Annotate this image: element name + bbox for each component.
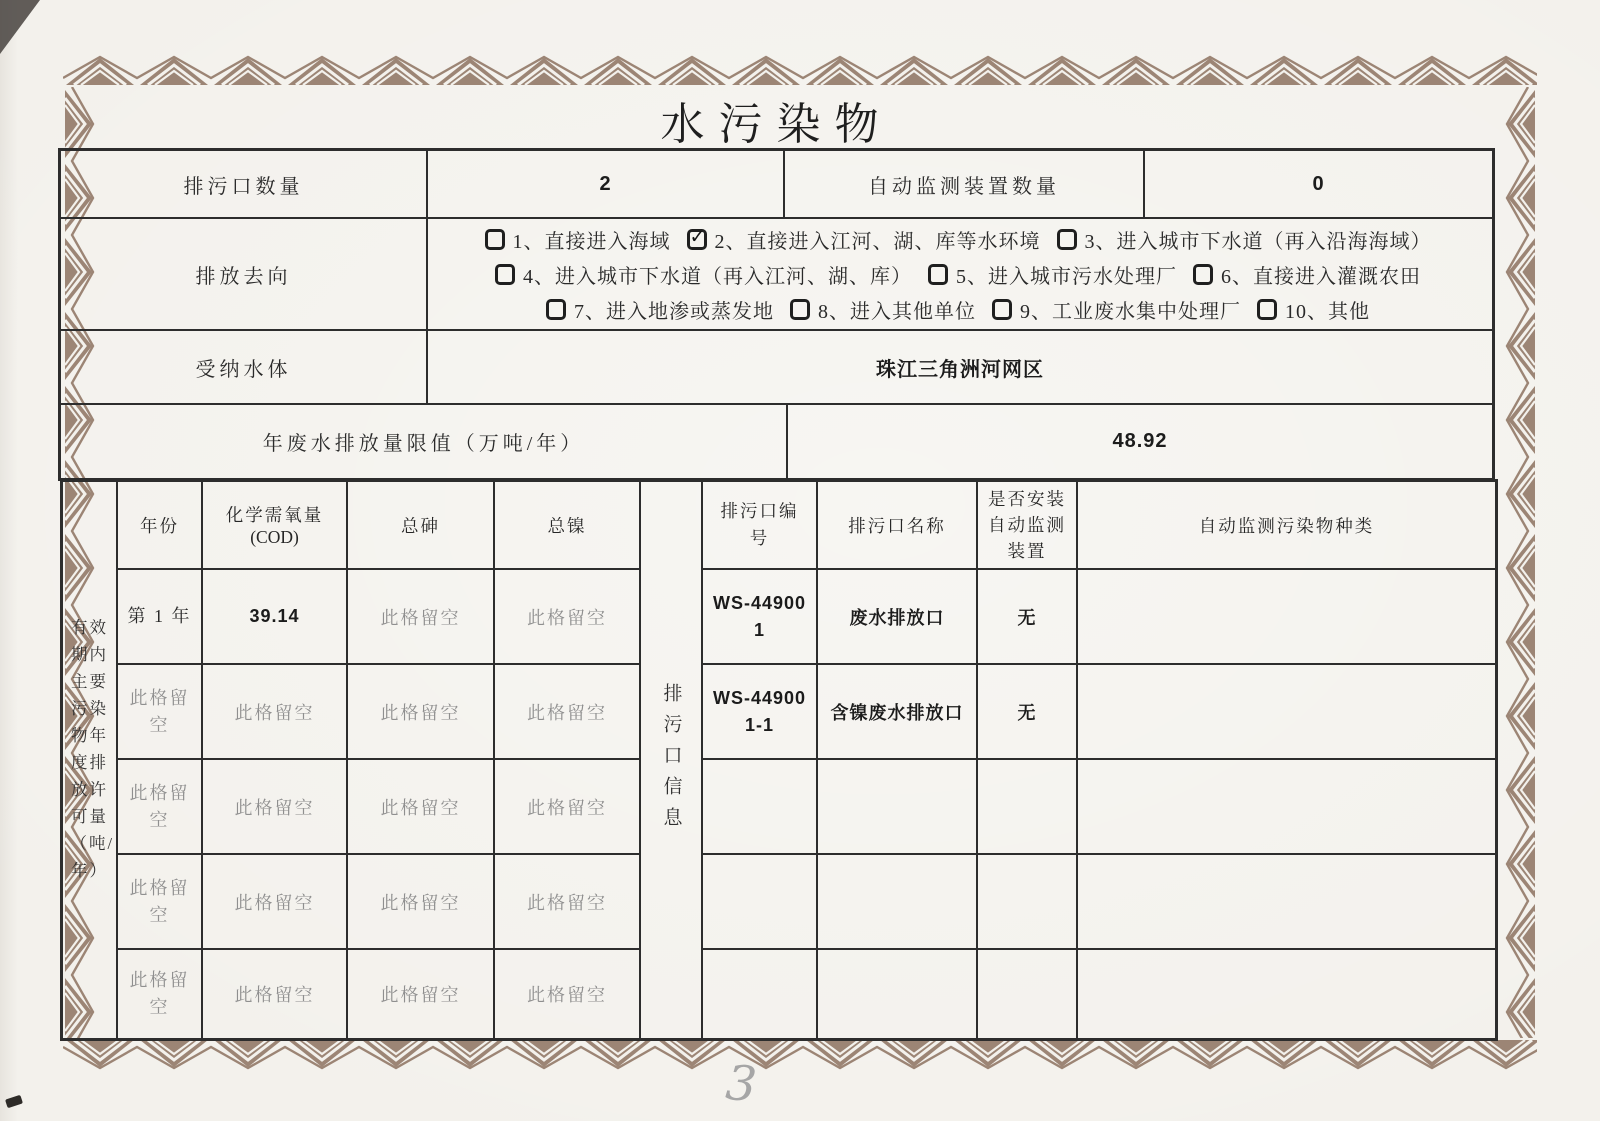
checkbox-icon[interactable] xyxy=(485,229,505,250)
outlet-name-cell xyxy=(818,760,978,855)
checkbox-icon[interactable] xyxy=(928,264,948,285)
outlet-count-row xyxy=(61,151,1492,219)
outlet-code-cell xyxy=(703,855,818,950)
discharge-option-3 xyxy=(1057,225,1432,254)
auto-monitor-cell: 无 xyxy=(978,570,1078,665)
receiving-water-value: 珠江三角洲河网区 xyxy=(876,358,1044,381)
checkbox-icon[interactable] xyxy=(1057,229,1077,250)
nickel-cell: 此格留空 xyxy=(495,570,641,665)
discharge-destination-label: 排放去向 xyxy=(61,219,428,329)
discharge-option-7 xyxy=(546,295,774,324)
arsenic-cell: 此格留空 xyxy=(348,570,495,665)
year-cell: 此格留空 xyxy=(118,760,203,855)
option-line-1 xyxy=(485,222,1448,257)
checkbox-icon[interactable] xyxy=(495,264,515,285)
scan-artifact-mark xyxy=(5,1095,23,1109)
outlet-name-cell xyxy=(818,855,978,950)
checkbox-checked-icon[interactable]: ✓ xyxy=(687,229,707,250)
handwritten-page-number: 3 xyxy=(723,1054,759,1114)
border-ornament-top xyxy=(63,55,1537,87)
auto-monitor-count-value: 0 xyxy=(1312,172,1325,195)
col-header-auto-monitor: 是否安装自动监测装置 xyxy=(978,482,1078,570)
cod-cell: 此格留空 xyxy=(203,950,348,1038)
auto-monitor-cell xyxy=(978,760,1078,855)
arsenic-cell: 此格留空 xyxy=(348,665,495,760)
col-header-outlet-name: 排污口名称 xyxy=(818,482,978,570)
summary-table xyxy=(58,148,1495,481)
auto-monitor-cell xyxy=(978,855,1078,950)
discharge-destination-row xyxy=(61,219,1492,331)
border-ornament-bottom xyxy=(63,1038,1537,1070)
nickel-cell: 此格留空 xyxy=(495,855,641,950)
scan-artifact-corner xyxy=(0,0,40,54)
col-header-arsenic: 总砷 xyxy=(348,482,495,570)
checkbox-icon[interactable] xyxy=(1193,264,1213,285)
option-label: 6、直接进入灌溉农田 xyxy=(1221,265,1421,288)
year-cell: 此格留空 xyxy=(118,855,203,950)
option-label: 4、进入城市下水道（再入江河、湖、库） xyxy=(523,265,912,288)
pollutants-cell xyxy=(1078,665,1495,760)
option-line-3 xyxy=(546,292,1386,327)
col-header-nickel: 总镍 xyxy=(495,482,641,570)
annual-limit-label: 年废水排放量限值（万吨/年） xyxy=(61,405,788,478)
discharge-option-6 xyxy=(1193,260,1421,289)
option-label: 8、进入其他单位 xyxy=(818,300,976,323)
col-header-cod xyxy=(203,482,348,570)
arsenic-cell: 此格留空 xyxy=(348,855,495,950)
nickel-cell: 此格留空 xyxy=(495,760,641,855)
checkbox-icon[interactable] xyxy=(1257,299,1277,320)
arsenic-cell: 此格留空 xyxy=(348,950,495,1038)
auto-monitor-count-label: 自动监测装置数量 xyxy=(785,151,1145,217)
outlet-count-label: 排污口数量 xyxy=(61,151,428,217)
discharge-option-2 xyxy=(687,225,1041,254)
option-label: 1、直接进入海域 xyxy=(512,230,671,253)
discharge-option-9 xyxy=(992,295,1241,324)
option-label: 5、进入城市污水处理厂 xyxy=(956,265,1177,288)
outlet-code-cell xyxy=(703,950,818,1038)
option-label: 3、进入城市下水道（再入沿海海域） xyxy=(1084,230,1432,253)
pollutants-cell xyxy=(1078,760,1495,855)
receiving-water-label: 受纳水体 xyxy=(61,331,428,403)
option-line-2 xyxy=(495,257,1437,292)
year-cell: 此格留空 xyxy=(118,950,203,1038)
year-cell: 此格留空 xyxy=(118,665,203,760)
outlet-info-side-label xyxy=(641,482,703,1038)
discharge-option-8 xyxy=(790,295,976,324)
checkbox-icon[interactable] xyxy=(790,299,810,320)
col-header-outlet-code: 排污口编号 xyxy=(703,482,818,570)
outlet-count-value: 2 xyxy=(428,151,785,217)
option-label: 9、工业废水集中处理厂 xyxy=(1020,300,1241,323)
nickel-cell: 此格留空 xyxy=(495,950,641,1038)
outlet-name-cell: 含镍废水排放口 xyxy=(818,665,978,760)
auto-monitor-cell xyxy=(978,950,1078,1038)
outlet-info-side-label-text: 排污口信息 xyxy=(660,682,682,838)
pollutants-cell xyxy=(1078,570,1495,665)
outlet-name-cell: 废水排放口 xyxy=(818,570,978,665)
outlet-code-cell xyxy=(703,760,818,855)
border-ornament-right xyxy=(1505,87,1537,1038)
auto-monitor-cell: 无 xyxy=(978,665,1078,760)
pollutants-cell xyxy=(1078,950,1495,1038)
cod-cell: 此格留空 xyxy=(203,855,348,950)
cod-cell: 此格留空 xyxy=(203,760,348,855)
nickel-cell: 此格留空 xyxy=(495,665,641,760)
arsenic-cell: 此格留空 xyxy=(348,760,495,855)
outlet-name-cell xyxy=(818,950,978,1038)
option-label: 10、其他 xyxy=(1285,300,1370,323)
annual-limit-value: 48.92 xyxy=(1112,430,1168,452)
cod-sublabel: (COD) xyxy=(250,527,299,547)
discharge-option-5 xyxy=(928,260,1177,289)
discharge-option-4 xyxy=(495,260,912,289)
cod-label: 化学需氧量 xyxy=(225,505,324,525)
option-label: 7、进入地渗或蒸发地 xyxy=(574,300,774,323)
pollutants-cell xyxy=(1078,855,1495,950)
checkbox-icon[interactable] xyxy=(546,299,566,320)
col-header-year: 年份 xyxy=(118,482,203,570)
checkbox-icon[interactable] xyxy=(992,299,1012,320)
cod-cell: 此格留空 xyxy=(203,665,348,760)
col-header-monitored-pollutants: 自动监测污染物种类 xyxy=(1078,482,1495,570)
permit-side-label xyxy=(63,482,118,1038)
discharge-option-10 xyxy=(1257,295,1370,324)
cod-cell: 39.14 xyxy=(203,570,348,665)
permit-side-label-text: 有效期内主要污染物年度排放许可量（吨/年） xyxy=(70,618,115,880)
discharge-option-1 xyxy=(485,225,671,254)
outlet-code-cell: WS-449001 xyxy=(703,570,818,665)
discharge-destination-options xyxy=(428,219,1492,329)
permit-outlet-table xyxy=(60,479,1498,1041)
year-cell: 第 1 年 xyxy=(118,570,203,665)
receiving-water-row xyxy=(61,331,1492,405)
annual-limit-row xyxy=(61,405,1492,478)
option-label: 2、直接进入江河、湖、库等水环境 xyxy=(714,230,1041,253)
outlet-code-cell: WS-449001-1 xyxy=(703,665,818,760)
page-title: 水污染物 xyxy=(660,100,893,149)
